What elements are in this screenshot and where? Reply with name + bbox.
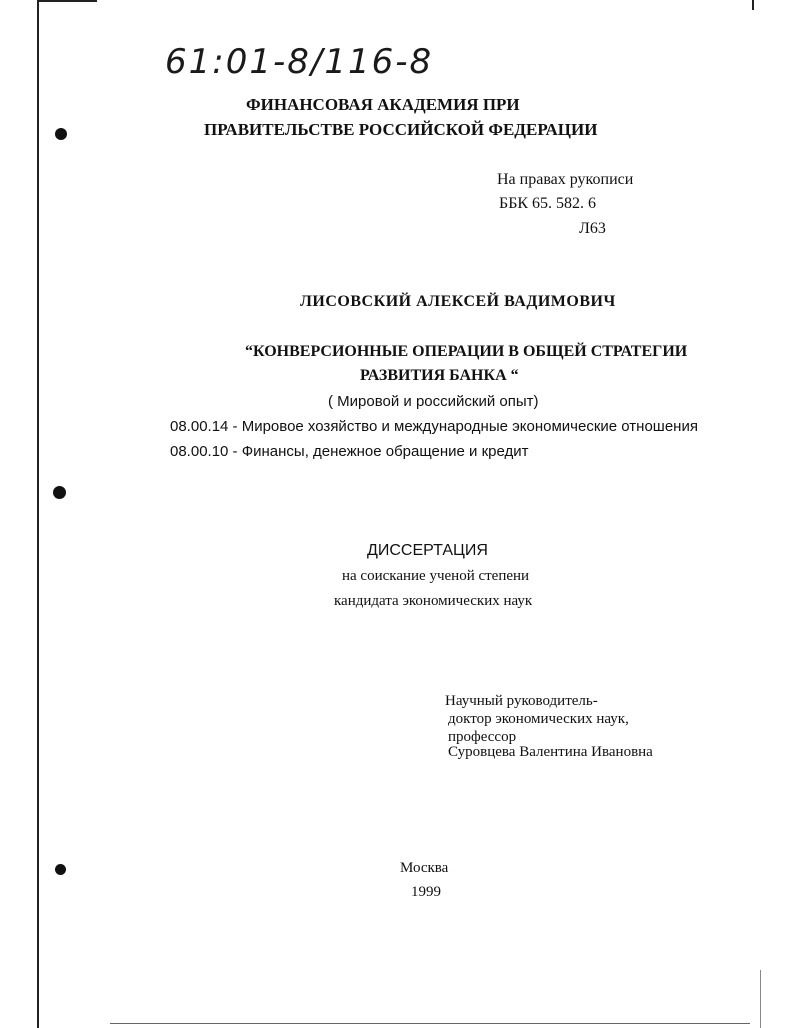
- degree-purpose-line1: на соискание ученой степени: [342, 568, 530, 584]
- publication-year: 1999: [411, 884, 441, 900]
- scan-right-edge-mark: [760, 970, 761, 1028]
- punch-hole-mark: [55, 864, 66, 875]
- punch-hole-mark: [55, 128, 67, 140]
- punch-hole-mark: [53, 486, 66, 499]
- scan-left-edge-line: [37, 0, 39, 1028]
- organization-name-line1: ФИНАНСОВАЯ АКАДЕМИЯ ПРИ: [246, 95, 520, 114]
- dissertation-subtitle: ( Мировой и российский опыт): [328, 393, 539, 410]
- dissertation-title-line1: “КОНВЕРСИОННЫЕ ОПЕРАЦИИ В ОБЩЕЙ СТРАТЕГИИ: [245, 343, 688, 360]
- dissertation-title-line2: РАЗВИТИЯ БАНКА “: [360, 367, 519, 384]
- scan-top-right-tick: [752, 0, 754, 10]
- manuscript-rights-label: На правах рукописи: [497, 171, 634, 188]
- organization-name-line2: ПРАВИТЕЛЬСТВЕ РОССИЙСКОЙ ФЕДЕРАЦИИ: [204, 120, 598, 139]
- handwritten-archive-code: 61:01-8/116-8: [165, 42, 434, 82]
- specialty-code-1: 08.00.14 - Мировое хозяйство и международные экономические отношения: [170, 418, 698, 435]
- supervisor-label: Научный руководитель-: [445, 693, 598, 709]
- degree-purpose-line2: кандидата экономических наук: [334, 593, 533, 609]
- supervisor-name: Суровцева Валентина Ивановна: [448, 744, 653, 760]
- bbk-classification: ББК 65. 582. 6: [499, 195, 597, 212]
- author-sign-code: Л63: [579, 220, 606, 237]
- author-name: ЛИСОВСКИЙ АЛЕКСЕЙ ВАДИМОВИЧ: [300, 293, 616, 310]
- scan-top-edge-mark: [37, 0, 97, 2]
- scan-artifact-mark: [37, 520, 39, 534]
- city-name: Москва: [400, 860, 449, 876]
- document-type-heading: ДИССЕРТАЦИЯ: [367, 542, 488, 559]
- scan-bottom-edge-line: [110, 1023, 750, 1024]
- supervisor-title: профессор: [448, 729, 517, 745]
- supervisor-degree: доктор экономических наук,: [448, 711, 629, 727]
- specialty-code-2: 08.00.10 - Финансы, денежное обращение и кредит: [170, 443, 529, 460]
